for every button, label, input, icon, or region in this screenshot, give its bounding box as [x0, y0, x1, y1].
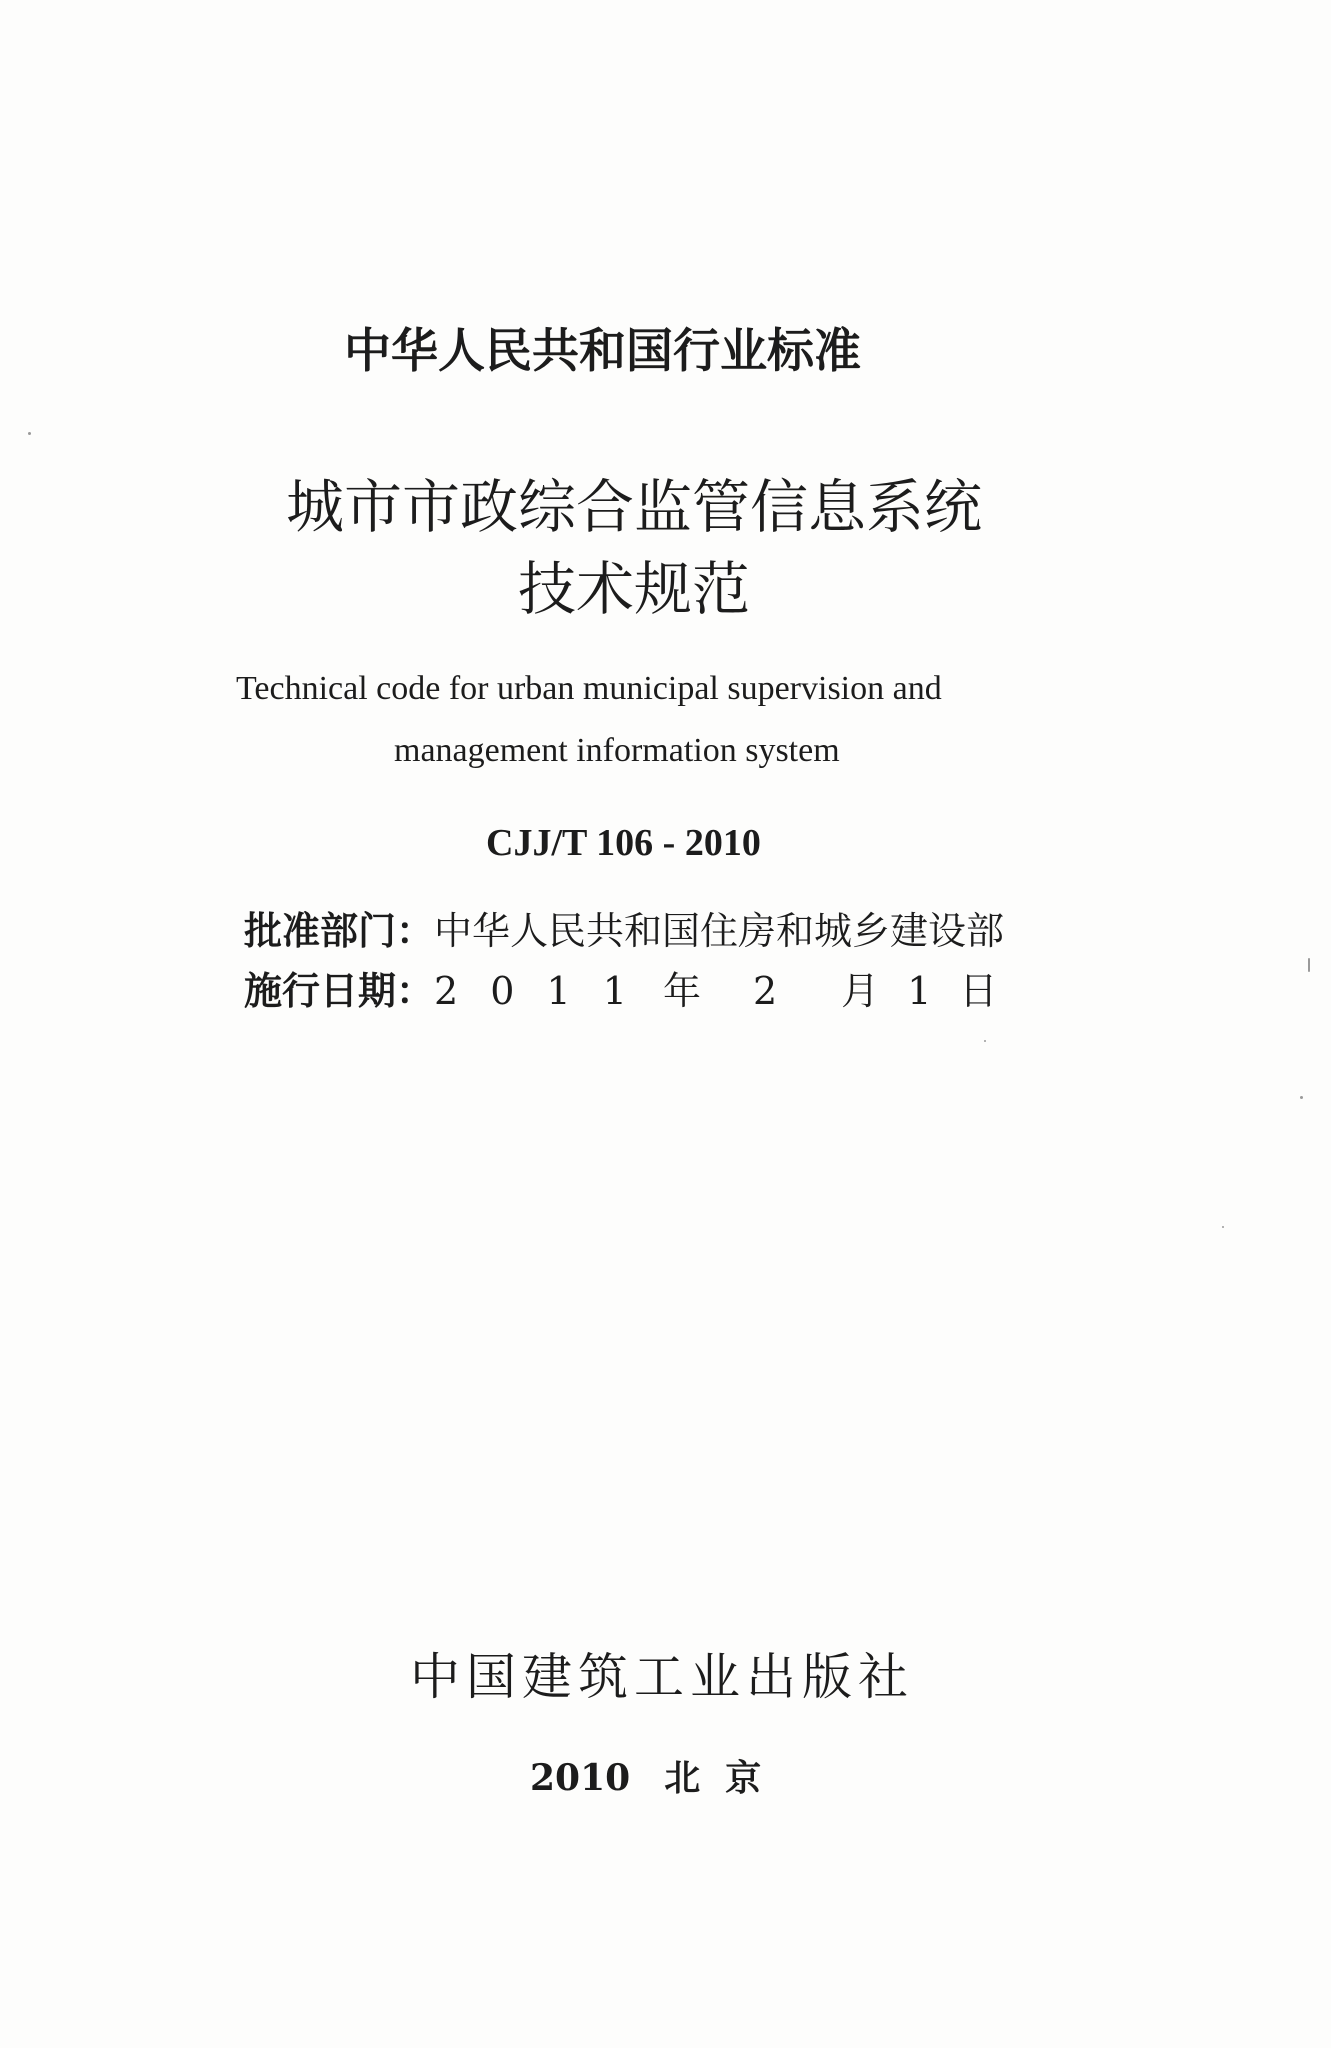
title-english-line-1: Technical code for urban municipal supervision and [236, 670, 942, 707]
effective-date-label: 施行日期： [244, 969, 435, 1013]
publication-place [530, 1757, 762, 1799]
effective-month: 2 [752, 969, 778, 1013]
scan-speck [1308, 958, 1310, 972]
effective-month-unit: 月 [841, 969, 880, 1013]
approval-label: 批准部门： [244, 909, 435, 953]
scan-speck [1222, 1226, 1224, 1228]
effective-year-unit: 年 [662, 969, 701, 1013]
approval-value: 中华人民共和国住房和城乡建设部 [434, 909, 1005, 953]
scan-speck [1300, 1096, 1303, 1099]
effective-date [244, 969, 998, 1013]
effective-year: 2 0 1 1 [434, 969, 637, 1013]
title-chinese-line-2: 技术规范 [518, 555, 751, 623]
standard-code: CJJ/T 106 - 2010 [486, 822, 761, 864]
scan-speck [28, 432, 31, 435]
standard-category: 中华人民共和国行业标准 [344, 324, 861, 379]
effective-day-unit: 日 [959, 969, 998, 1013]
publication-city: 北 京 [664, 1757, 762, 1799]
approval-department [244, 909, 1005, 953]
scan-speck [984, 1040, 986, 1042]
title-chinese-line-1: 城市市政综合监管信息系统 [286, 473, 983, 541]
title-english-line-2: management information system [394, 732, 840, 769]
publication-year: 2010 [530, 1757, 631, 1799]
publisher: 中国建筑工业出版社 [410, 1648, 914, 1706]
effective-day: 1 [907, 969, 932, 1013]
